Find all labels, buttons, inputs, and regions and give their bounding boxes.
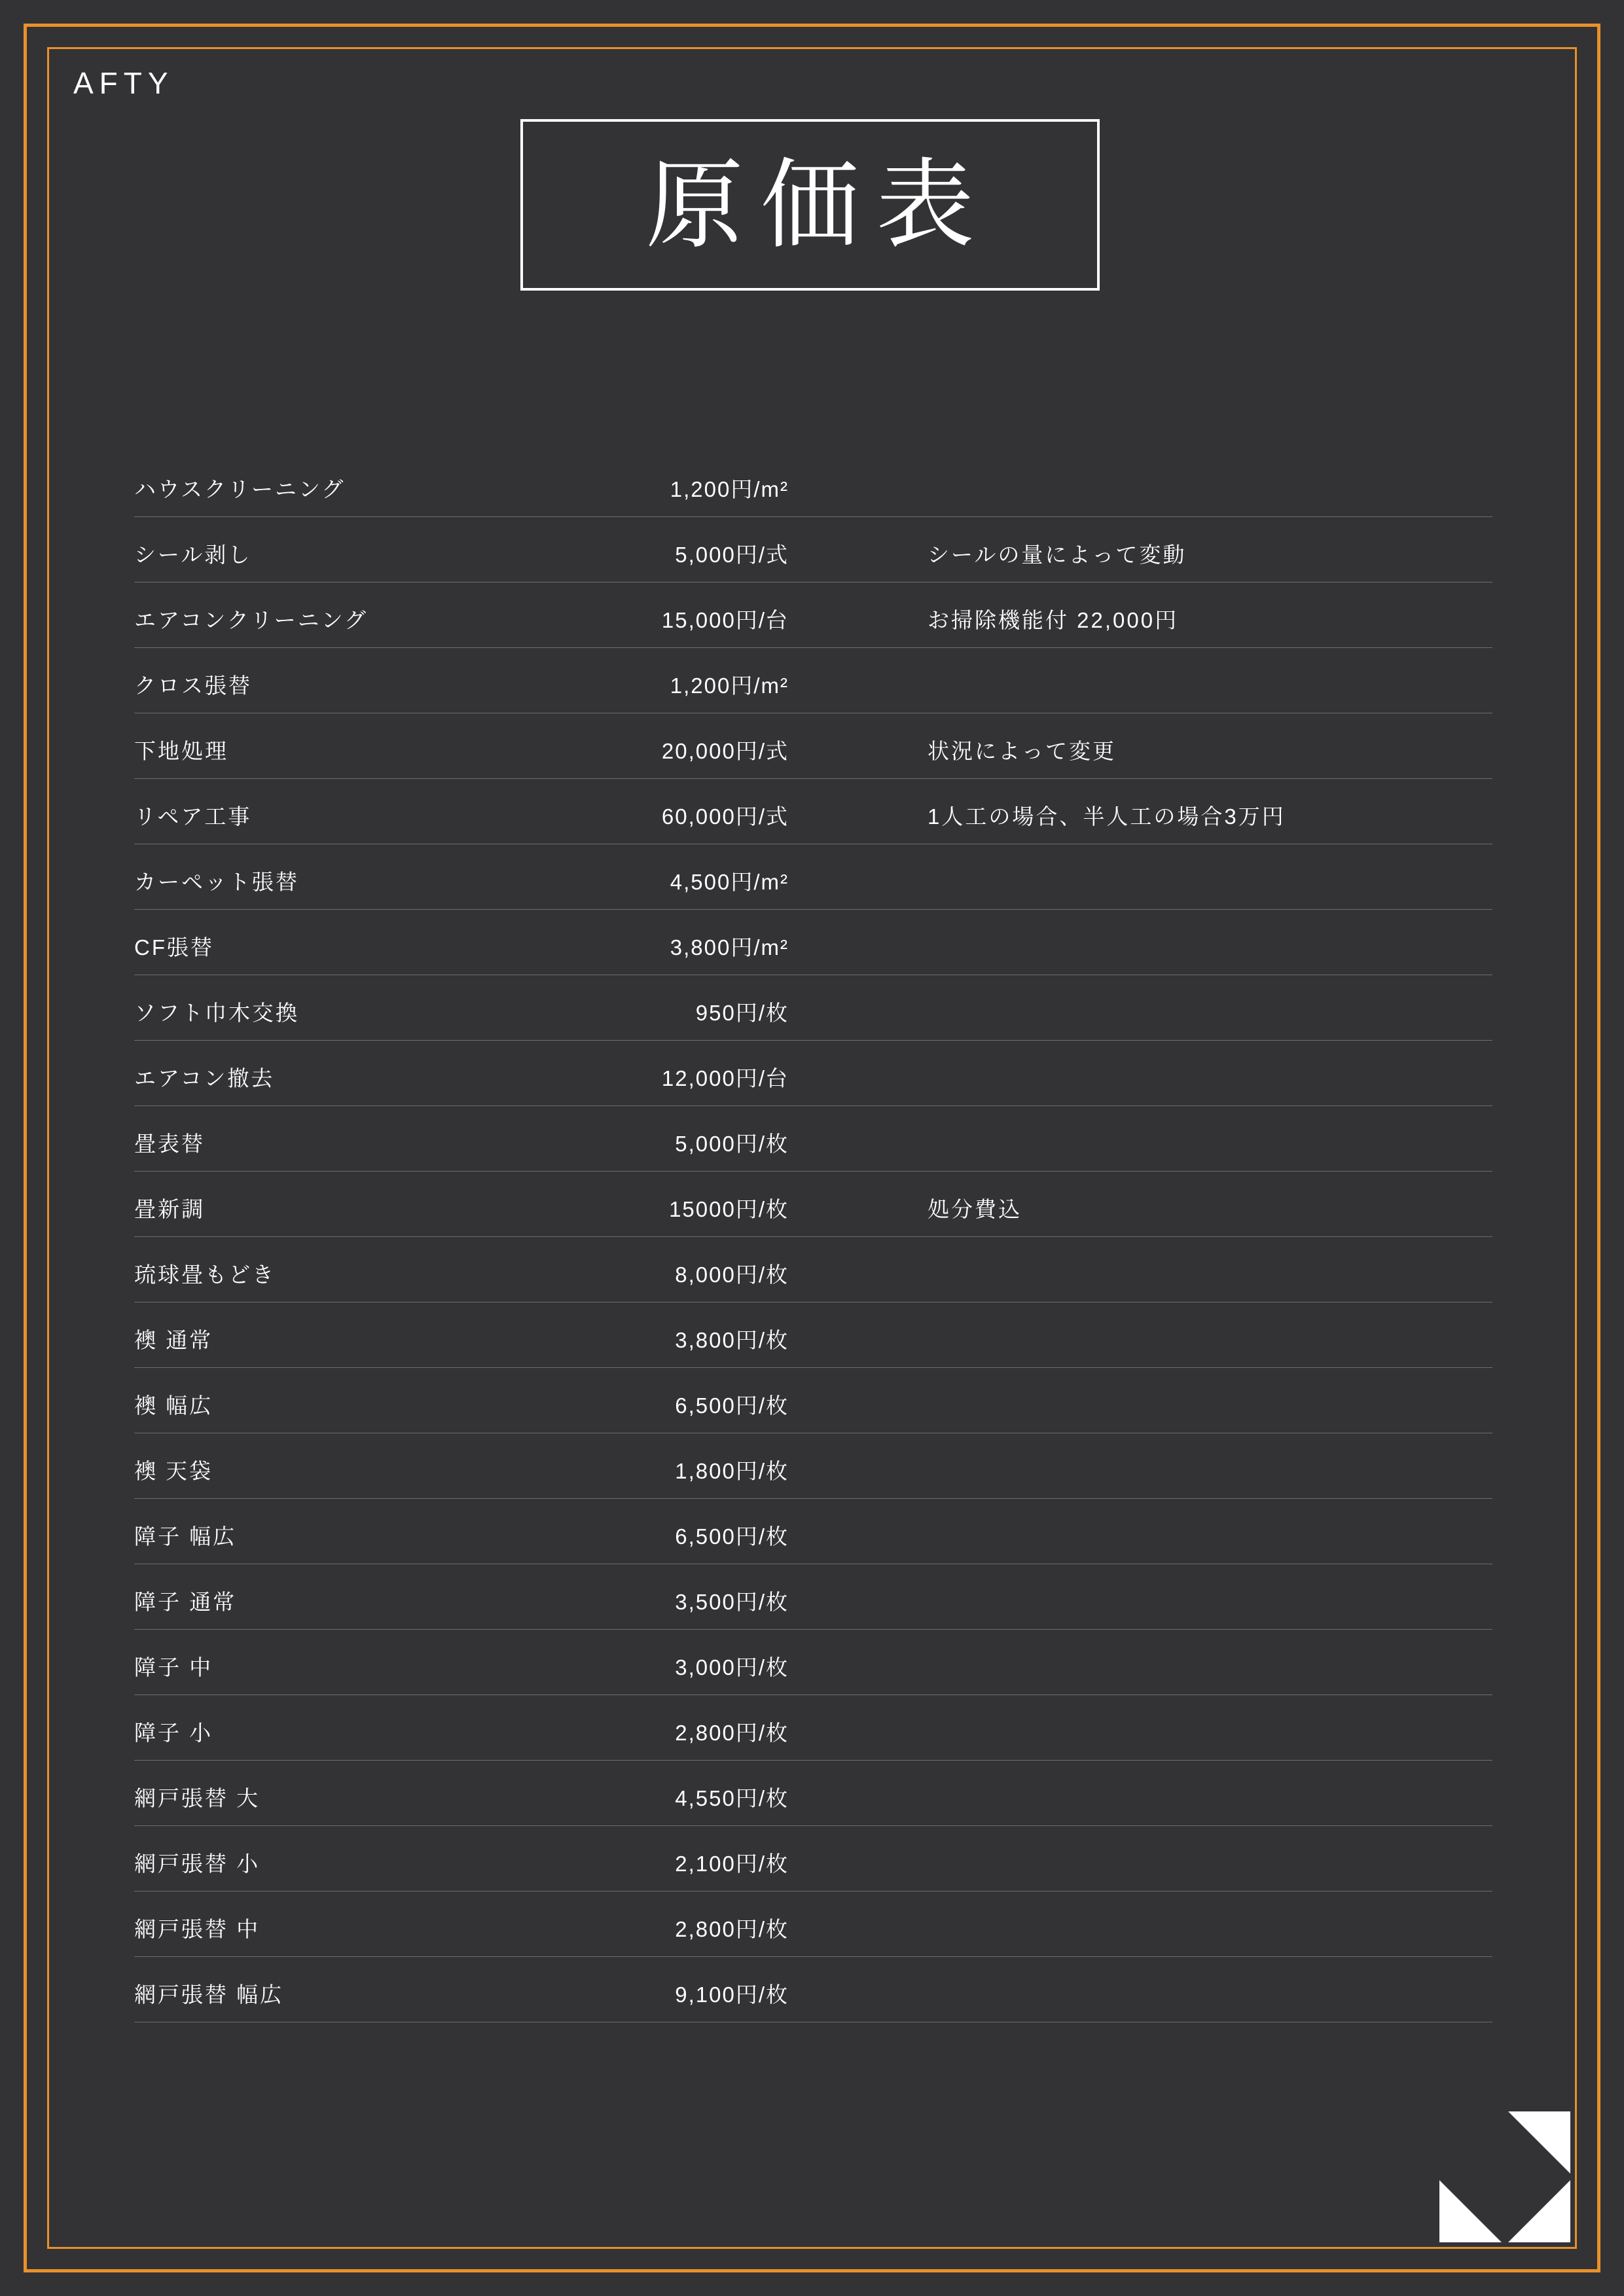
table-row [134,844,1492,910]
table-row [134,1499,1492,1564]
item-price: 12,000円/台 [661,1066,789,1090]
item-note [789,700,1492,713]
table-row [134,910,1492,975]
item-note [789,2009,1492,2022]
item-name: 畳表替 [134,1132,205,1156]
title-box [520,119,1100,291]
item-price: 3,800円/枚 [675,1328,789,1352]
table-row [134,1302,1492,1368]
item-name: 障子 中 [134,1655,213,1679]
item-note [789,961,1492,975]
item-name: 網戸張替 中 [134,1917,261,1941]
item-name: クロス張替 [134,673,252,698]
item-name: エアコンクリーニング [134,608,369,632]
item-name: カーペット張替 [134,870,299,894]
item-name: 琉球畳もどき [134,1263,276,1287]
item-name: ハウスクリーニング [134,477,346,501]
item-note: 1人工の場合、半人工の場合3万円 [928,804,1286,829]
item-name: リペア工事 [134,804,252,829]
table-row [134,452,1492,517]
item-name: 障子 通常 [134,1590,237,1614]
item-note [789,1354,1492,1367]
item-note [789,1289,1492,1302]
page-title: 原価表 [645,150,992,260]
item-note [789,503,1492,516]
item-price: 3,800円/m² [670,935,789,960]
table-row [134,517,1492,583]
item-note [789,1812,1492,1825]
item-price: 5,000円/式 [675,543,789,567]
item-name: CF張替 [134,935,214,960]
item-note [789,1420,1492,1433]
item-name: ソフト巾木交換 [134,1001,299,1025]
item-name: 襖 通常 [134,1328,213,1352]
table-row [134,648,1492,713]
item-price: 1,200円/m² [670,673,789,698]
table-row [134,1564,1492,1630]
item-price: 6,500円/枚 [675,1393,789,1418]
item-price: 15,000円/台 [661,608,789,632]
item-note [789,1681,1492,1695]
corner-arrow-icon [1439,2111,1570,2242]
item-name: エアコン撤去 [134,1066,275,1090]
item-note [789,896,1492,909]
price-table [134,452,1492,2022]
item-price: 2,800円/枚 [675,1721,789,1745]
table-row [134,779,1492,844]
item-note [789,1878,1492,1891]
table-row [134,1106,1492,1172]
item-price: 4,500円/m² [670,870,789,894]
item-note: シールの量によって変動 [928,543,1187,567]
item-name: 畳新調 [134,1197,205,1221]
brand-logo: AFTY [73,66,174,100]
item-price: 1,800円/枚 [675,1459,789,1483]
table-row [134,1172,1492,1237]
table-row [134,1237,1492,1302]
table-row [134,1630,1492,1695]
item-price: 60,000円/式 [661,804,789,829]
item-price: 950円/枚 [695,1001,789,1025]
table-row [134,1826,1492,1892]
table-row [134,1368,1492,1433]
item-note [789,1551,1492,1564]
item-price: 2,800円/枚 [675,1917,789,1941]
item-price: 9,100円/枚 [675,1982,789,2007]
table-row [134,713,1492,779]
item-name: 障子 小 [134,1721,213,1745]
item-price: 3,500円/枚 [675,1590,789,1614]
item-name: 網戸張替 大 [134,1786,261,1810]
table-row [134,583,1492,648]
item-name: 網戸張替 小 [134,1852,261,1876]
item-price: 20,000円/式 [661,739,789,763]
item-price: 15000円/枚 [669,1197,789,1221]
item-note [789,1616,1492,1629]
item-price: 5,000円/枚 [675,1132,789,1156]
item-name: 襖 幅広 [134,1393,213,1418]
item-note: 処分費込 [928,1197,1022,1221]
table-row [134,975,1492,1041]
table-row [134,1433,1492,1499]
item-price: 6,500円/枚 [675,1524,789,1549]
item-note [789,1092,1492,1105]
item-name: 襖 天袋 [134,1459,213,1483]
table-row [134,1695,1492,1761]
item-note: 状況によって変更 [928,739,1116,763]
item-price: 3,000円/枚 [675,1655,789,1679]
table-row [134,1892,1492,1957]
table-row [134,1041,1492,1106]
item-price: 2,100円/枚 [675,1852,789,1876]
item-name: 障子 幅広 [134,1524,237,1549]
table-row [134,1761,1492,1826]
table-row [134,1957,1492,2022]
item-note [789,1485,1492,1498]
item-name: 下地処理 [134,739,228,763]
item-note [789,1158,1492,1171]
item-note [789,1027,1492,1040]
item-price: 8,000円/枚 [675,1263,789,1287]
item-note [789,1747,1492,1760]
item-price: 1,200円/m² [670,477,789,501]
item-name: 網戸張替 幅広 [134,1982,284,2007]
item-price: 4,550円/枚 [675,1786,789,1810]
item-note: お掃除機能付 22,000円 [928,608,1179,632]
item-note [789,1943,1492,1956]
item-name: シール剥し [134,543,252,567]
